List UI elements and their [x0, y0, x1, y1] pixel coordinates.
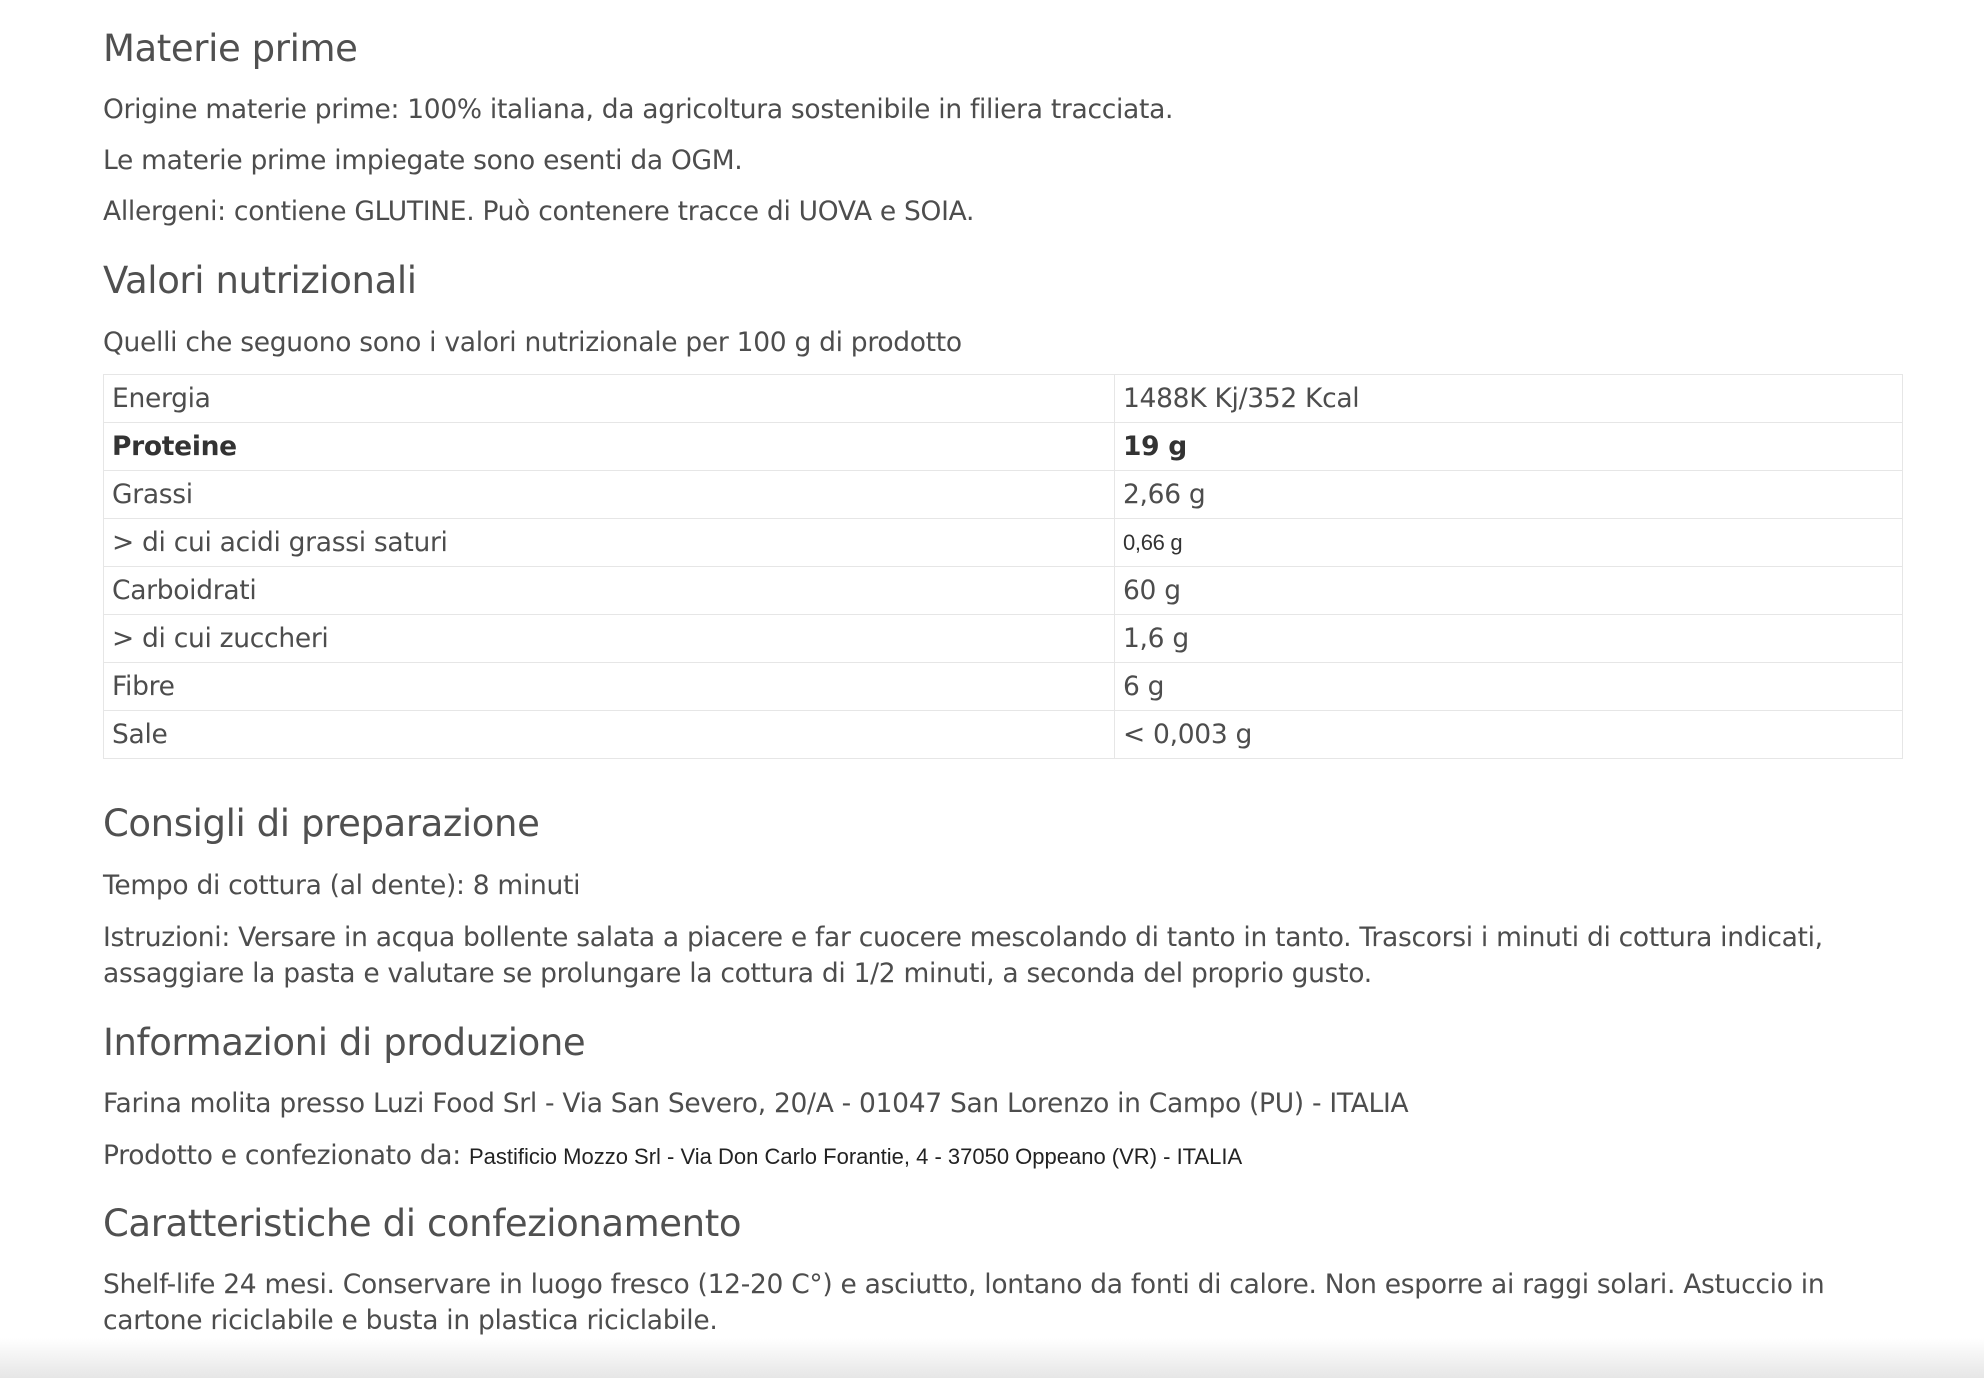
nutrient-value: 19 g — [1115, 423, 1903, 471]
nutrient-label: Sale — [104, 711, 1115, 759]
nutrient-label: Grassi — [104, 471, 1115, 519]
table-row — [104, 519, 1903, 567]
producer-info — [103, 1138, 1242, 1175]
table-row — [104, 423, 1903, 471]
nutrient-value: 1,6 g — [1115, 615, 1903, 663]
production-heading: Informazioni di produzione — [103, 1021, 586, 1064]
table-row — [104, 711, 1903, 759]
nutrient-value: 0,66 g — [1115, 519, 1903, 567]
nutrient-label: Proteine — [104, 423, 1115, 471]
raw-materials-origin: Origine materie prime: 100% italiana, da agricoltura sostenibile in filiera tracciata. — [103, 94, 1174, 125]
table-row — [104, 615, 1903, 663]
table-row — [104, 375, 1903, 423]
raw-materials-allergens: Allergeni: contiene GLUTINE. Può contenere tracce di UOVA e SOIA. — [103, 196, 975, 227]
nutrient-label: Fibre — [104, 663, 1115, 711]
nutrition-table — [103, 374, 1903, 759]
table-row — [104, 567, 1903, 615]
packaging-heading: Caratteristiche di confezionamento — [103, 1202, 742, 1245]
table-row — [104, 471, 1903, 519]
nutrient-value: 2,66 g — [1115, 471, 1903, 519]
nutrient-label: > di cui zuccheri — [104, 615, 1115, 663]
producer-label: Prodotto e confezionato da: — [103, 1140, 461, 1171]
cooking-instructions: Istruzioni: Versare in acqua bollente salata a piacere e far cuocere mescolando di tanto in tanto. Trascorsi i minuti di cottura indicati, assaggiare la pasta e valutare se prolungare la cottura di 1/2 minuti, a seconda del proprio gusto. — [103, 922, 1823, 989]
nutrient-value: < 0,003 g — [1115, 711, 1903, 759]
nutrient-label: > di cui acidi grassi saturi — [104, 519, 1115, 567]
nutrient-value: 6 g — [1115, 663, 1903, 711]
table-row — [104, 663, 1903, 711]
preparation-heading: Consigli di preparazione — [103, 802, 540, 845]
packaging-info: Shelf-life 24 mesi. Conservare in luogo fresco (12-20 C°) e asciutto, lontano da fonti di calore. Non esporre ai raggi solari. Astuccio in cartone riciclabile e busta in plastica riciclabile. — [103, 1269, 1825, 1336]
nutrient-value: 1488K Kj/352 Kcal — [1115, 375, 1903, 423]
raw-materials-gmo: Le materie prime impiegate sono esenti da OGM. — [103, 145, 743, 176]
nutrient-label: Energia — [104, 375, 1115, 423]
nutrient-label: Carboidrati — [104, 567, 1115, 615]
cooking-time: Tempo di cottura (al dente): 8 minuti — [103, 870, 581, 901]
nutrition-intro: Quelli che seguono sono i valori nutrizionale per 100 g di prodotto — [103, 327, 962, 358]
raw-materials-heading: Materie prime — [103, 27, 358, 70]
flour-mill-info: Farina molita presso Luzi Food Srl - Via San Severo, 20/A - 01047 San Lorenzo in Campo (PU) - ITALIA — [103, 1088, 1409, 1119]
producer-address: Pastificio Mozzo Srl - Via Don Carlo Forantie, 4 - 37050 Oppeano (VR) - ITALIA — [469, 1144, 1243, 1169]
bottom-fade — [0, 1338, 1984, 1378]
nutrition-heading: Valori nutrizionali — [103, 259, 417, 302]
nutrient-value: 60 g — [1115, 567, 1903, 615]
